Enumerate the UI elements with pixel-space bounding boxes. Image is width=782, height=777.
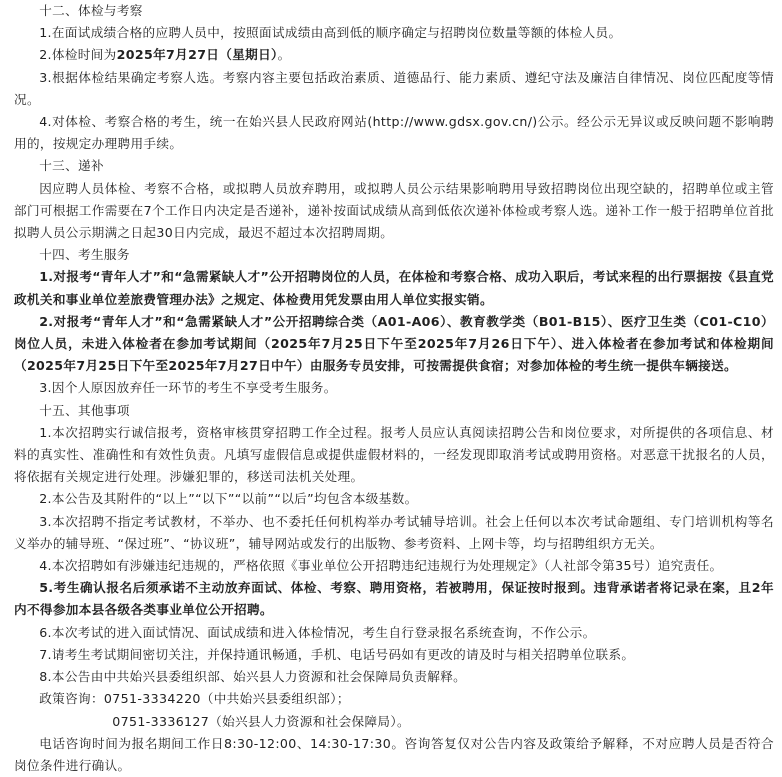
section-14-item-2-text: 2.对报考“青年人才”和“急需紧缺人才”公开招聘综合类（A01-A06）、教育教学类（B01-B15）、医疗卫生类（C01-C10）岗位人员，未进入体检者在参加考试期间（2025年7月25日下午至2025年7月26日下午）、进入体检者在参加考试和体检期间（2025年7月25日下午至2025年7月27日中午）由服务专员安排，可按需提供食宿；对参加体检的考生统一提供车辆接送。 — [14, 313, 774, 374]
section-15-item-5 — [14, 577, 774, 621]
contact-organization-dept: 政策咨询：0751-3334220（中共始兴县委组织部）； — [39, 691, 350, 707]
section-12-item-1: 1.在面试成绩合格的应聘人员中，按照面试成绩由高到低的顺序确定与招聘岗位数量等额的体检人员。 — [39, 25, 622, 41]
contact-hr-bureau: 0751-3336127（始兴县人力资源和社会保障局）。 — [112, 713, 410, 729]
consultation-hours: 电话咨询时间为报名期间工作日8:30-12:00、14:30-17:30。咨询答复仅对公告内容及政策给予解释，不对应聘人员是否符合岗位条件进行确认。 — [14, 735, 774, 773]
section-13-item-1: 因应聘人员体检、考察不合格，或拟聘人员放弃聘用，或拟聘人员公示结果影响聘用导致招聘岗位出现空缺的，招聘单位或主管部门可根据工作需要在7个工作日内决定是否递补，递补按面试成绩从高到低依次递补体检或考察人选。递补工作一般于招聘单位首批拟聘人员公示期满之日起30日内完成，最迟不超过本次招聘周期。 — [14, 180, 774, 241]
section-12-item-3: 3.根据体检结果确定考察人选。考察内容主要包括政治素质、道德品行、能力素质、遵纪守法及廉洁自律情况、岗位匹配度等情况。 — [14, 69, 774, 107]
exam-date-suffix: 。 — [277, 47, 291, 63]
section-14-item-2 — [14, 311, 774, 378]
section-12-item-4: 4.对体检、考察合格的考生，统一在始兴县人民政府网站(http://www.gdsx.gov.cn/)公示。经公示无异议或反映问题不影响聘用的，按规定办理聘用手续。 — [14, 114, 774, 152]
section-14-item-3: 3.因个人原因放弃任一环节的考生不享受考生服务。 — [39, 380, 337, 396]
section-15-item-2: 2.本公告及其附件的“以上”“以下”“以前”“以后”均包含本级基数。 — [39, 491, 418, 507]
section-15-item-8: 8.本公告由中共始兴县委组织部、始兴县人力资源和社会保障局负责解释。 — [39, 669, 467, 685]
section-14-item-1-text: 1.对报考“青年人才”和“急需紧缺人才”公开招聘岗位的人员，在体检和考察合格、成功入职后，考试来程的出行票据按《县直党政机关和事业单位差旅费管理办法》之规定、体检费用凭发票由用人单位实报实销。 — [14, 269, 774, 307]
section-15-item-4: 4.本次招聘如有涉嫌违纪违规的，严格依照《事业单位公开招聘违纪违规行为处理规定》（人社部令第35号）追究责任。 — [39, 558, 723, 574]
section-14-heading: 十四、考生服务 — [39, 247, 130, 263]
section-15-item-5-text: 5.考生确认报名后须承诺不主动放弃面试、体检、考察、聘用资格，若被聘用，保证按时报到。违背承诺者将记录在案，且2年内不得参加本县各级各类事业单位公开招聘。 — [14, 580, 774, 618]
section-15-item-7: 7.请考生考试期间密切关注，并保持通讯畅通，手机、电话号码如有更改的请及时与相关招聘单位联系。 — [39, 646, 635, 662]
section-14-item-1 — [14, 266, 774, 310]
section-15-item-3: 3.本次招聘不指定考试教材，不举办、也不委托任何机构举办考试辅导培训。社会上任何以本次考试命题组、专门培训机构等名义举办的辅导班、“保过班”、“协议班”，辅导网站或发行的出版物、参考资料、上网卡等，均与招聘组织方无关。 — [14, 513, 774, 551]
section-12-item-2 — [14, 44, 774, 66]
section-15-heading: 十五、其他事项 — [39, 402, 130, 418]
exam-date-prefix: 2.体检时间为 — [39, 47, 117, 63]
exam-date: 2025年7月27日（星期日） — [116, 47, 278, 63]
section-12-heading: 十二、体检与考察 — [39, 3, 143, 18]
section-15-item-6: 6.本次考试的进入面试情况、面试成绩和进入体检情况，考生自行登录报名系统查询，不作公示。 — [39, 624, 596, 640]
section-15-item-1: 1.本次招聘实行诚信报考，资格审核贯穿招聘工作全过程。报考人员应认真阅读招聘公告和岗位要求，对所提供的各项信息、材料的真实性、准确性和有效性负责。凡填写虚假信息或提供虚假材料的，一经发现即取消考试或聘用资格。对恶意干扰报名的人员，将依据有关规定进行处理。涉嫌犯罪的，移送司法机关处理。 — [14, 424, 774, 485]
section-13-heading: 十三、递补 — [39, 158, 104, 174]
